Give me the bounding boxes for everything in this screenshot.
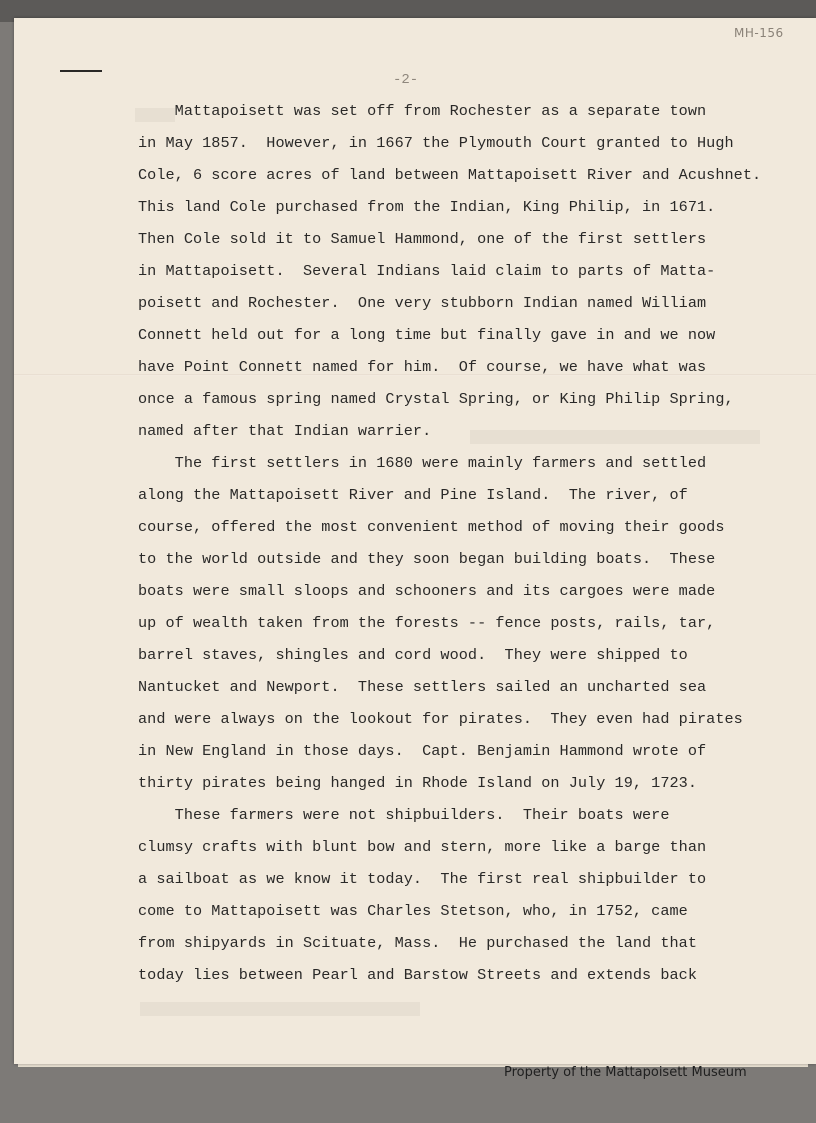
text-line: a sailboat as we know it today. The first real shipbuilder to — [138, 870, 707, 888]
text-line: named after that Indian warrier. — [138, 422, 432, 440]
text-line: thirty pirates being hanged in Rhode Island on July 19, 1723. — [138, 774, 698, 792]
text-line: boats were small sloops and schooners and its cargoes were made — [138, 582, 716, 600]
text-line: Connett held out for a long time but finally gave in and we now — [138, 326, 716, 344]
text-line: from shipyards in Scituate, Mass. He purchased the land that — [138, 934, 698, 952]
page-number: -2- — [393, 72, 419, 88]
text-line: clumsy crafts with blunt bow and stern, more like a barge than — [138, 838, 707, 856]
text-line: course, offered the most convenient method of moving their goods — [138, 518, 725, 536]
text-line: Mattapoisett was set off from Rochester as a separate town — [138, 102, 707, 120]
margin-dash-mark — [60, 70, 102, 72]
text-line: along the Mattapoisett River and Pine Island. The river, of — [138, 486, 688, 504]
text-line: today lies between Pearl and Barstow Streets and extends back — [138, 966, 698, 984]
text-line: This land Cole purchased from the Indian, King Philip, in 1671. — [138, 198, 716, 216]
show-through-decoration — [140, 1002, 420, 1016]
text-line: in Mattapoisett. Several Indians laid claim to parts of Matta- — [138, 262, 716, 280]
text-line: have Point Connett named for him. Of course, we have what was — [138, 358, 707, 376]
text-line: The first settlers in 1680 were mainly farmers and settled — [138, 454, 707, 472]
text-line: poisett and Rochester. One very stubborn Indian named William — [138, 294, 707, 312]
typed-text-body — [138, 100, 808, 996]
text-line: barrel staves, shingles and cord wood. They were shipped to — [138, 646, 688, 664]
text-line: These farmers were not shipbuilders. Their boats were — [138, 806, 670, 824]
text-line: to the world outside and they soon began building boats. These — [138, 550, 716, 568]
text-line: Then Cole sold it to Samuel Hammond, one of the first settlers — [138, 230, 707, 248]
text-line: once a famous spring named Crystal Spring, or King Philip Spring, — [138, 390, 734, 408]
archive-id-label: MH-156 — [734, 26, 784, 40]
text-line: come to Mattapoisett was Charles Stetson, who, in 1752, came — [138, 902, 688, 920]
text-line: and were always on the lookout for pirates. They even had pirates — [138, 710, 743, 728]
text-line: Cole, 6 score acres of land between Mattapoisett River and Acushnet. — [138, 166, 762, 184]
text-line: Nantucket and Newport. These settlers sailed an uncharted sea — [138, 678, 707, 696]
text-line: in May 1857. However, in 1667 the Plymouth Court granted to Hugh — [138, 134, 734, 152]
text-line: up of wealth taken from the forests -- fence posts, rails, tar, — [138, 614, 716, 632]
text-line: in New England in those days. Capt. Benjamin Hammond wrote of — [138, 742, 707, 760]
museum-watermark: Property of the Mattapoisett Museum — [504, 1065, 747, 1080]
